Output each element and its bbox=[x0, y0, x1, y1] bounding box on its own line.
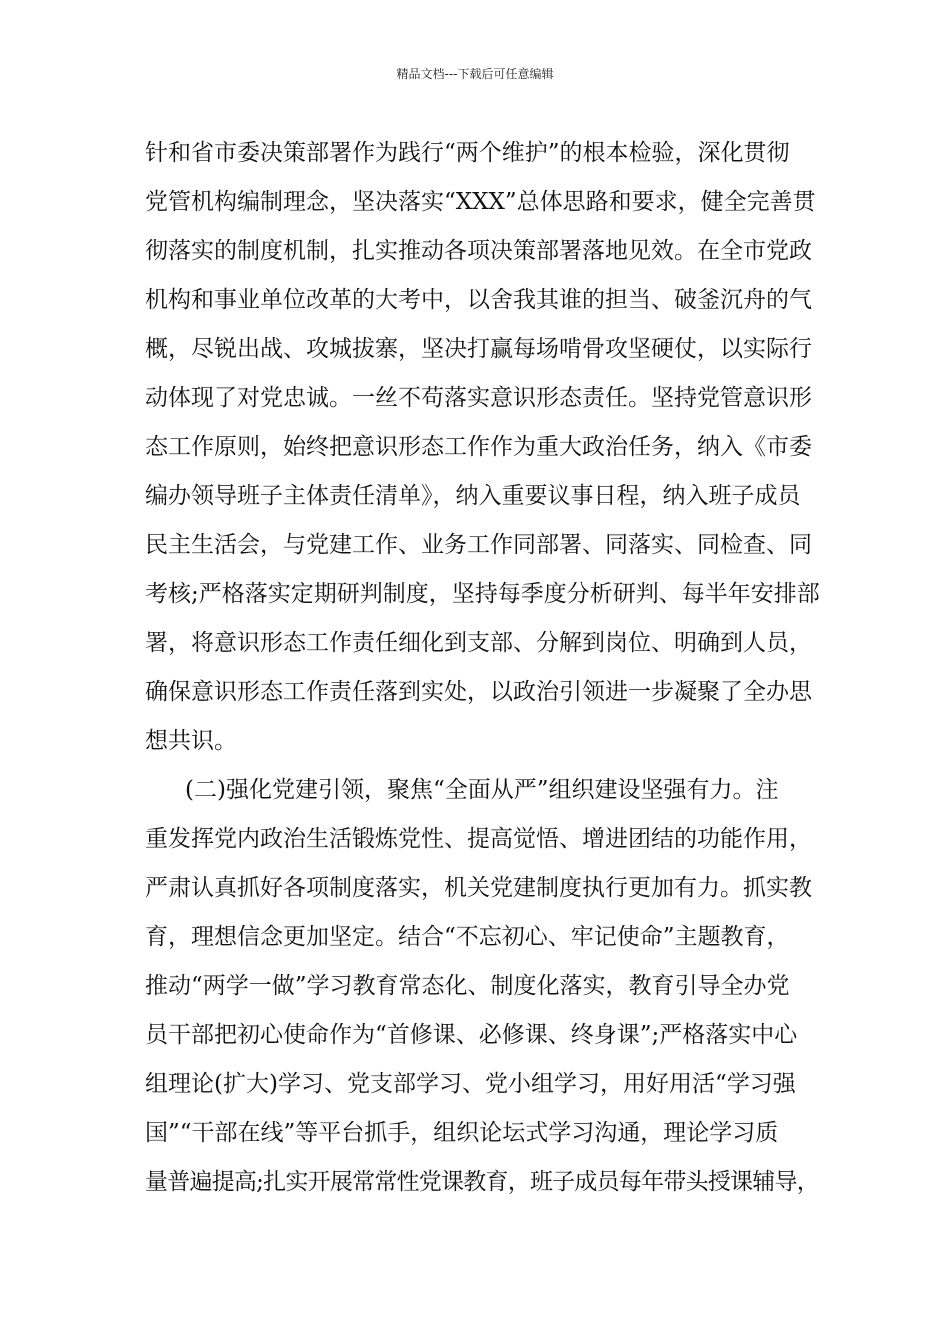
text-line: 考核;严格落实定期研判制度，坚持每季度分析研判、每半年安排部 bbox=[145, 581, 820, 607]
text-line: 编办领导班子主体责任清单》，纳入重要议事日程，纳入班子成员 bbox=[145, 483, 801, 509]
text-line: 动体现了对党忠诚。一丝不苟落实意识形态责任。坚持党管意识形 bbox=[145, 385, 812, 411]
text-line: 确保意识形态工作责任落到实处，以政治引领进一步凝聚了全办思 bbox=[145, 679, 812, 705]
text-line: 重发挥党内政治生活锻炼党性、提高觉悟、增进团结的功能作用， bbox=[145, 826, 812, 852]
text-line: 推动“两学一做”学习教育常态化、制度化落实，教育引导全办党 bbox=[145, 973, 790, 999]
text-line: 量普遍提高;扎实开展常常性党课教育，班子成员每年带头授课辅导， bbox=[145, 1169, 819, 1195]
section-heading-line: (二)强化党建引领，聚焦“全面从严”组织建设坚强有力。注 bbox=[185, 777, 779, 803]
text-line: 机构和事业单位改革的大考中，以舍我其谁的担当、破釜沉舟的气 bbox=[145, 287, 812, 313]
text-line: 严肃认真抓好各项制度落实，机关党建制度执行更加有力。抓实教 bbox=[145, 875, 812, 901]
document-body bbox=[145, 133, 820, 1211]
text-line: 员干部把初心使命作为“首修课、必修课、终身课”;严格落实中心 bbox=[145, 1022, 798, 1048]
text-line: 针和省市委决策部署作为践行“两个维护”的根本检验，深化贯彻 bbox=[145, 140, 790, 166]
text-line: 国”“干部在线”等平台抓手，组织论坛式学习沟通，理论学习质 bbox=[145, 1120, 779, 1146]
text-line: 概，尽锐出战、攻城拔寨，坚决打赢每场啃骨攻坚硬仗，以实际行 bbox=[145, 336, 812, 362]
text-line: 彻落实的制度机制，扎实推动各项决策部署落地见效。在全市党政 bbox=[145, 238, 812, 264]
text-line: 态工作原则，始终把意识形态工作作为重大政治任务，纳入《市委 bbox=[145, 434, 812, 460]
text-line: 想共识。 bbox=[145, 728, 237, 754]
page-header-watermark: 精品文档---下载后可任意编辑 bbox=[396, 67, 554, 81]
text-line: 组理论(扩大)学习、党支部学习、党小组学习，用好用活“学习强 bbox=[145, 1071, 796, 1097]
text-line: 民主生活会，与党建工作、业务工作同部署、同落实、同检查、同 bbox=[145, 532, 812, 558]
text-line: 署，将意识形态工作责任细化到支部、分解到岗位、明确到人员， bbox=[145, 630, 812, 656]
text-line: 育，理想信念更加坚定。结合“不忘初心、牢记使命”主题教育， bbox=[145, 924, 790, 950]
text-line: 党管机构编制理念，坚决落实“XXX”总体思路和要求，健全完善贯 bbox=[145, 189, 816, 215]
